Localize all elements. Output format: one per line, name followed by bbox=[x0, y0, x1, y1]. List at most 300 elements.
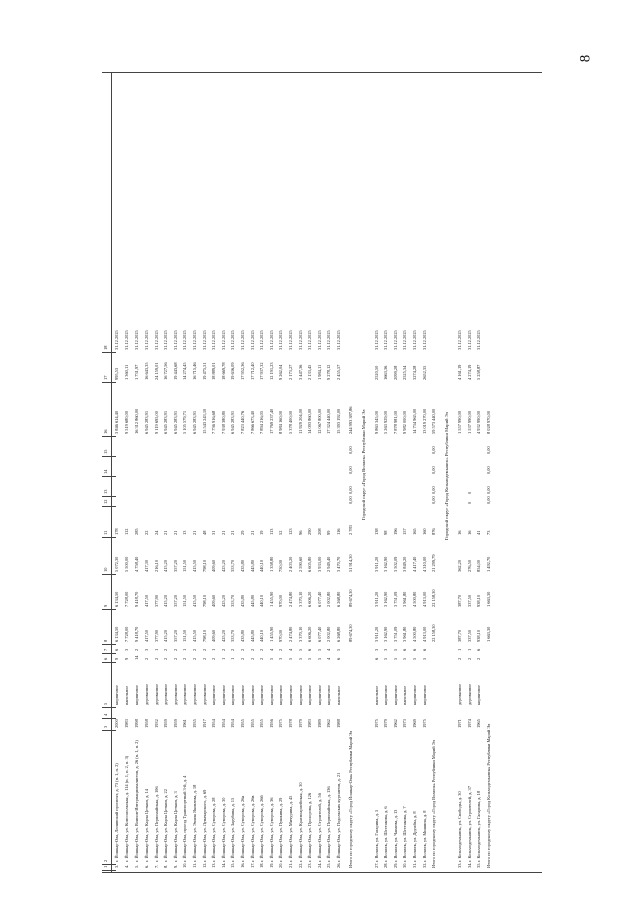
table-cell: 435,80 bbox=[240, 594, 245, 607]
table-cell: 1979 bbox=[383, 719, 389, 728]
table-cell: 16 312 860,00 bbox=[134, 408, 139, 434]
table-cell: 1932 bbox=[153, 719, 159, 728]
table-cell: кирпичное bbox=[268, 684, 274, 705]
table-cell: 2 002,80 bbox=[326, 626, 332, 642]
table-cell: 415,20 bbox=[163, 594, 169, 607]
section-title: Городской округ «Город Козьмодемьянск» Республики Марий Эл bbox=[444, 412, 450, 540]
table-cell: 5 bbox=[268, 657, 274, 660]
header-cell: 17 bbox=[103, 375, 108, 380]
table-cell: 1956 bbox=[268, 719, 274, 728]
table-cell: 19 475,51 bbox=[201, 362, 207, 380]
header-cell: 10 bbox=[103, 567, 108, 572]
table-border-bottom bbox=[102, 872, 542, 873]
table-cell: 1 bbox=[230, 657, 236, 660]
table-cell: 52 bbox=[278, 530, 284, 535]
table-cell: 13 bbox=[182, 530, 188, 535]
table-cell: кирпичное bbox=[421, 684, 427, 705]
table-cell: 151,50 bbox=[182, 559, 188, 572]
table-cell: г. Йошкар-Ола, ул. Суворова, д. 36 bbox=[268, 797, 274, 862]
table-cell: 409,60 bbox=[211, 629, 217, 642]
header-cell: 6 bbox=[103, 657, 108, 660]
table-cell: 6 bbox=[114, 648, 119, 651]
table-cell: 3 162,90 bbox=[383, 626, 389, 642]
table-cell: 1988 bbox=[336, 719, 341, 728]
table-cell: 13. bbox=[211, 862, 217, 868]
table-cell: 425,20 bbox=[220, 629, 226, 642]
table-cell: г. Козьмодемьянск, ул. Строителей, д. 37 bbox=[466, 786, 472, 862]
table-cell: 3 bbox=[144, 648, 149, 651]
table-cell: 1955 bbox=[240, 719, 245, 728]
table-cell: 2 bbox=[476, 657, 482, 660]
total-cell: 0,00 bbox=[431, 466, 437, 474]
table-cell: кирпичное bbox=[412, 684, 417, 705]
table-cell: 99 bbox=[326, 530, 332, 535]
table-cell: 23. bbox=[307, 862, 313, 868]
table-cell: 11 929 204,00 bbox=[297, 408, 303, 434]
table-cell: 21 bbox=[163, 530, 169, 535]
total-cell: 8 028 970,00 bbox=[486, 410, 491, 434]
table-cell: кирпичное bbox=[249, 684, 255, 705]
table-cell: 16. bbox=[240, 862, 245, 868]
table-cell: деревянное bbox=[457, 683, 463, 705]
table-cell: 2 bbox=[278, 648, 284, 651]
table-cell: 16 bbox=[457, 530, 463, 535]
table-cell: 18. bbox=[259, 862, 265, 868]
table-cell: 2 bbox=[249, 648, 255, 651]
table-cell: 14 734 965,00 bbox=[412, 408, 417, 434]
table-cell: г. Йошкар-Ола, ул. Пушкина, д. 29 bbox=[278, 797, 284, 862]
table-cell: кирпичное bbox=[307, 684, 313, 705]
table-cell: 798,10 bbox=[201, 629, 207, 642]
table-cell: 6 bbox=[336, 657, 341, 660]
total-cell: 22 158,30 bbox=[431, 589, 437, 607]
table-cell: 19 443,68 bbox=[172, 362, 178, 380]
table-cell: 5 263 929,00 bbox=[383, 410, 389, 434]
table-cell: г. Йошкар-Ола, проезд Транспортный 3-й, д. 4 bbox=[182, 775, 188, 862]
table-cell: 3 751,09 bbox=[392, 626, 398, 642]
table-cell: 21 bbox=[172, 530, 178, 535]
table-cell: деревянное bbox=[182, 683, 188, 705]
table-cell: 24 bbox=[153, 530, 159, 535]
table-cell: 31.12.2025 bbox=[153, 330, 159, 350]
table-cell: 6 077,40 bbox=[316, 626, 322, 642]
table-cell: г. Йошкар-Ола, ул. Строителей, д. 5б bbox=[316, 793, 322, 862]
table-cell: 2 bbox=[240, 648, 245, 651]
table-cell: 3 bbox=[373, 648, 379, 651]
total-cell: 0,00 bbox=[486, 496, 491, 504]
table-cell: г. Йошкар-Ола, ул. Первомайская, д. 106 bbox=[153, 786, 159, 862]
table-cell: 417,50 bbox=[144, 594, 149, 607]
table-cell: 31.12.2025 bbox=[412, 330, 417, 350]
table-cell: 31.12.2025 bbox=[240, 330, 245, 350]
table-cell: 14 bbox=[134, 655, 139, 660]
total-cell: 0,00 bbox=[486, 446, 491, 454]
total-cell: 89 674,30 bbox=[347, 589, 353, 607]
table-cell: кирпичное bbox=[316, 684, 322, 705]
total-cell: 1 663,30 bbox=[486, 626, 491, 642]
table-cell: панельное bbox=[402, 685, 408, 705]
table-cell: 1975 bbox=[373, 719, 379, 728]
table-cell: кирпичное bbox=[240, 684, 245, 705]
table-cell: 1954 bbox=[211, 719, 217, 728]
table-cell: 31.12.2025 bbox=[326, 330, 332, 350]
header-column-line bbox=[102, 662, 116, 663]
table-cell: 31.12.2025 bbox=[114, 330, 119, 350]
table-cell: 15 543 243,10 bbox=[201, 408, 207, 434]
table-cell: 216,10 bbox=[153, 559, 159, 572]
total-cell: 0,00 bbox=[347, 496, 353, 504]
table-cell: 1958 bbox=[144, 719, 149, 728]
table-cell: 2 bbox=[230, 648, 236, 651]
table-cell: деревянное bbox=[192, 683, 197, 705]
table-cell: 2 455,57 bbox=[336, 364, 341, 380]
table-cell: 4. bbox=[124, 864, 129, 868]
table-cell: 31.12.2025 bbox=[124, 330, 129, 350]
table-cell: 31.12.2025 bbox=[421, 330, 427, 350]
table-cell: 3 370,10 bbox=[297, 591, 303, 607]
table-cell: 7 823 440,76 bbox=[240, 410, 245, 434]
table-cell: 2 403,20 bbox=[288, 556, 293, 572]
header-cell: 16 bbox=[103, 429, 108, 434]
table-cell: г. Волжск, ул. Чапаева, д. 13 bbox=[392, 809, 398, 862]
table-cell: 3 961,80 bbox=[402, 591, 408, 607]
table-cell: 2 bbox=[259, 657, 265, 660]
table-cell: 1955 bbox=[259, 719, 265, 728]
table-cell: панельное bbox=[373, 685, 379, 705]
table-cell: 2099,28 bbox=[392, 365, 398, 380]
table-cell: 31.12.2025 bbox=[373, 330, 379, 350]
table-cell: 1979 bbox=[297, 719, 303, 728]
table-cell: 151,50 bbox=[182, 629, 188, 642]
table-cell: 1 455,90 bbox=[268, 591, 274, 607]
table-cell: 21 bbox=[230, 530, 236, 535]
header-column-line bbox=[102, 506, 116, 507]
table-cell: 1969 bbox=[412, 719, 417, 728]
table-cell: г. Йошкар-Ола, ул. Эмиля Яковлева, д. 18 bbox=[192, 784, 197, 862]
table-cell: 14 093 860,00 bbox=[307, 408, 313, 434]
header-column-line bbox=[102, 456, 116, 457]
table-cell: 16 715,46 bbox=[192, 362, 197, 380]
total-cell: 0,00 bbox=[431, 496, 437, 504]
table-cell: панельное bbox=[124, 685, 129, 705]
table-cell: 2 bbox=[182, 657, 188, 660]
table-cell: 2 bbox=[163, 657, 169, 660]
table-cell: 9 119 695,00 bbox=[153, 411, 159, 434]
header-column-line bbox=[102, 496, 116, 497]
table-cell: 4 161,19 bbox=[457, 364, 463, 380]
table-cell: 7 878 981,00 bbox=[392, 410, 398, 434]
table-cell: 1959 bbox=[163, 719, 169, 728]
table-cell: 750,00 bbox=[278, 559, 284, 572]
table-cell: 5 bbox=[412, 657, 417, 660]
table-cell: 6 605,80 bbox=[307, 556, 313, 572]
table-cell: г. Йошкар-Ола, ул. Карла Цеткин, д. 14 bbox=[144, 789, 149, 862]
table-cell: 31. bbox=[412, 862, 417, 868]
table-cell: 7 866 673,40 bbox=[249, 410, 255, 434]
table-cell: 415,50 bbox=[192, 559, 197, 572]
total-cell: 22 158,30 bbox=[431, 624, 437, 642]
header-column-line bbox=[102, 870, 116, 871]
table-cell: 17 952,36 bbox=[240, 362, 245, 380]
table-cell: 1983 bbox=[307, 719, 313, 728]
table-cell: 2 474,80 bbox=[288, 591, 293, 607]
table-cell: 4 274,19 bbox=[466, 364, 472, 380]
table-cell: 6 945 283,91 bbox=[163, 410, 169, 434]
table-cell: 7 728,00 bbox=[124, 626, 129, 642]
table-cell: 31.12.2025 bbox=[336, 330, 341, 350]
table-cell: 4 bbox=[268, 648, 274, 651]
total-cell: 0,00 bbox=[431, 446, 437, 454]
table-cell: 357,20 bbox=[172, 629, 178, 642]
table-cell: деревянное bbox=[163, 683, 169, 705]
section-title: Городской округ «Город Волжск» Республики Марий Эл bbox=[360, 409, 366, 520]
table-cell: 9 262,04 bbox=[278, 364, 284, 380]
table-cell: 5 bbox=[307, 657, 313, 660]
table-cell: 425,20 bbox=[220, 559, 226, 572]
table-cell: 9 519 680,00 bbox=[124, 410, 129, 434]
table-cell: 2 bbox=[192, 657, 197, 660]
table-cell: 445,80 bbox=[249, 559, 255, 572]
table-cell: 1954 bbox=[230, 719, 236, 728]
total-cell: 0,00 bbox=[347, 486, 353, 494]
table-cell: 6 bbox=[307, 648, 313, 651]
table-cell: 24 159,01 bbox=[153, 362, 159, 380]
table-cell: 1 bbox=[182, 648, 188, 651]
table-cell: 31.12.2025 bbox=[316, 330, 322, 350]
table-cell: 31.12.2025 bbox=[201, 330, 207, 350]
header-divider bbox=[111, 72, 112, 872]
table-cell: 2 002,80 bbox=[326, 591, 332, 607]
table-cell: 2 173,27 bbox=[288, 364, 293, 380]
table-cell: 4 bbox=[326, 657, 332, 660]
table-cell: 1962 bbox=[392, 719, 398, 728]
table-cell: 798,10 bbox=[201, 594, 207, 607]
table-cell: 17 712,40 bbox=[249, 362, 255, 380]
table-cell: 1663,36 bbox=[383, 365, 389, 380]
header-column-line bbox=[102, 382, 116, 383]
table-cell: 1 bbox=[466, 648, 472, 651]
header-cell: 11 bbox=[103, 530, 108, 535]
table-cell: 35. bbox=[476, 862, 482, 868]
table-cell: 6 945 283,91 bbox=[172, 410, 178, 434]
table-cell: кирпичное bbox=[476, 684, 482, 705]
table-cell: кирпичное bbox=[134, 684, 139, 705]
table-cell: деревянное bbox=[144, 683, 149, 705]
table-cell: 157 bbox=[402, 528, 408, 535]
table-cell: 22. bbox=[297, 862, 303, 868]
table-cell: 31 bbox=[211, 530, 217, 535]
table-cell: 31.12.2025 bbox=[249, 330, 255, 350]
table-cell: 31.12.2025 bbox=[457, 330, 463, 350]
table-cell: 9 278,12 bbox=[326, 364, 332, 380]
table-cell: кирпичное bbox=[220, 684, 226, 705]
table-cell: 1965 bbox=[476, 719, 482, 728]
total-cell: 0,00 bbox=[431, 486, 437, 494]
table-cell: г. Йошкар-Ола, ул. Зарубина, д. 15 bbox=[230, 797, 236, 862]
table-cell: 3 162,90 bbox=[383, 556, 389, 572]
table-cell: 970,00 bbox=[278, 629, 284, 642]
table-cell: 18 889,01 bbox=[211, 362, 217, 380]
table-cell: г. Волжск, ул. Дружбы, д. 8 bbox=[412, 811, 417, 862]
header-column-line bbox=[102, 730, 116, 731]
header-column-line bbox=[102, 718, 116, 719]
header-cell: 7 bbox=[103, 648, 108, 651]
table-cell: 2652,35 bbox=[421, 365, 427, 380]
header-cell: 2 bbox=[103, 859, 108, 862]
table-cell: 415,50 bbox=[192, 629, 197, 642]
table-cell: 9 418,70 bbox=[134, 591, 139, 607]
table-cell: 4 932 990,00 bbox=[476, 410, 482, 434]
table-cell: 4 500,80 bbox=[412, 591, 417, 607]
table-cell: 3 846 614,40 bbox=[114, 410, 119, 434]
table-cell: 1935 bbox=[192, 719, 197, 728]
total-cell: 73 bbox=[486, 530, 491, 535]
table-cell: 337,50 bbox=[466, 629, 472, 642]
table-cell: 1954 bbox=[220, 719, 226, 728]
header-column-line bbox=[102, 707, 116, 708]
table-cell: 415,20 bbox=[163, 629, 169, 642]
table-cell: 16 bbox=[466, 530, 472, 535]
table-cell: 440,10 bbox=[259, 629, 265, 642]
table-cell: 1998 bbox=[134, 719, 139, 728]
total-label: Итого по городскому округу «Город Волжск» Республики Марий Эл bbox=[431, 740, 437, 868]
table-cell: 3. bbox=[114, 864, 119, 868]
table-cell: 31.12.2025 bbox=[259, 330, 265, 350]
table-cell: 8 984 160,00 bbox=[278, 410, 284, 434]
table-cell: г. Волжск, ул. Мишина, д. 8 bbox=[421, 810, 427, 862]
header-column-line bbox=[102, 864, 116, 865]
table-cell: 1989 bbox=[316, 719, 322, 728]
table-cell: 7 894 216,05 bbox=[259, 410, 265, 434]
table-cell: 19. bbox=[268, 862, 274, 868]
total-cell: 0,00 bbox=[486, 466, 491, 474]
table-cell: 5. bbox=[134, 864, 139, 868]
table-cell: 6. bbox=[144, 864, 149, 868]
table-cell: г. Йошкар-Ола, ул. Воинов-Интернационалистов, д. 26 (п. 1, п. 2) bbox=[134, 740, 139, 862]
header-cell: 9 bbox=[103, 604, 108, 607]
total-cell: 51 914,30 bbox=[347, 554, 353, 572]
table-cell: 123 bbox=[288, 528, 293, 535]
table-cell: кирпичное bbox=[297, 684, 303, 705]
total-cell: 244 993 387,86 bbox=[347, 406, 353, 434]
table-cell: 938,10 bbox=[476, 594, 482, 607]
table-cell: 5 072,30 bbox=[114, 556, 119, 572]
table-cell: 31.12.2025 bbox=[297, 330, 303, 350]
total-cell: 1 663,30 bbox=[486, 591, 491, 607]
table-cell: 2 bbox=[220, 648, 226, 651]
table-cell: кирпичное bbox=[230, 684, 236, 705]
table-cell: 3 502,09 bbox=[392, 556, 398, 572]
table-cell: 4 913,00 bbox=[421, 626, 427, 642]
total-label: Итого по городскому округу «Город Козьмодемьянск» Республики Марий Эл bbox=[486, 723, 491, 868]
table-cell: 435,80 bbox=[240, 559, 245, 572]
table-cell: 138 bbox=[373, 528, 379, 535]
table-cell: 290 bbox=[307, 528, 313, 535]
header-cell: 4 bbox=[103, 713, 108, 716]
table-cell: 2 bbox=[259, 648, 265, 651]
header-cell: 12 bbox=[103, 499, 108, 504]
table-cell: 1 984,11 bbox=[316, 364, 322, 380]
table-cell: 6 bbox=[421, 648, 427, 651]
table-cell: 15 393 192,00 bbox=[336, 408, 341, 434]
table-cell: 9 418,70 bbox=[134, 626, 139, 642]
header-column-line bbox=[102, 352, 116, 353]
total-cell: 0,00 bbox=[347, 466, 353, 474]
table-cell: 31.12.2025 bbox=[134, 330, 139, 350]
table-cell: 2 bbox=[249, 657, 255, 660]
table-cell: 4 310,00 bbox=[421, 556, 427, 572]
table-cell: 337,50 bbox=[466, 594, 472, 607]
table-cell: 98 bbox=[383, 530, 389, 535]
table-cell: 3 911,20 bbox=[373, 626, 379, 642]
table-cell: 113 bbox=[268, 528, 274, 535]
header-cell: 15 bbox=[103, 449, 108, 454]
table-cell: 445,80 bbox=[249, 594, 255, 607]
table-cell: 20. bbox=[278, 862, 284, 868]
table-cell: 5 500,00 bbox=[124, 556, 129, 572]
table-cell: 0 bbox=[466, 501, 472, 504]
table-cell: 409,60 bbox=[211, 559, 217, 572]
table-cell: кирпичное bbox=[259, 684, 265, 705]
total-cell: 89 674,30 bbox=[347, 624, 353, 642]
table-cell: 1 731,97 bbox=[134, 364, 139, 380]
table-cell: кирпичное bbox=[114, 684, 119, 705]
table-cell: 3 370,10 bbox=[297, 626, 303, 642]
table-cell: 31.12.2025 bbox=[230, 330, 236, 350]
table-cell: 7. bbox=[153, 864, 159, 868]
table-cell: 29 bbox=[240, 530, 245, 535]
table-cell: 21 bbox=[192, 530, 197, 535]
table-cell: 1974 bbox=[466, 719, 472, 728]
table-cell: г. Йошкар-Ола, ул. Луначарского, д. 69 bbox=[201, 789, 207, 862]
table-cell: 2 bbox=[201, 657, 207, 660]
table-cell: 4 417,40 bbox=[412, 556, 417, 572]
header-column-line bbox=[102, 476, 116, 477]
table-cell: 3 751,09 bbox=[392, 591, 398, 607]
table-cell: 10. bbox=[182, 862, 188, 868]
table-cell: деревянное bbox=[201, 683, 207, 705]
table-cell: 15. bbox=[230, 862, 236, 868]
table-cell: 9 bbox=[124, 657, 129, 660]
table-cell: 21. bbox=[288, 862, 293, 868]
table-cell: 2 bbox=[466, 657, 472, 660]
table-cell: 31.12.2025 bbox=[476, 330, 482, 350]
table-cell: 17 324 440,00 bbox=[326, 408, 332, 434]
table-cell: г. Йошкар-Ола, ул. Суворова, д. 30 bbox=[220, 797, 226, 862]
table-cell: 5 bbox=[402, 657, 408, 660]
table-cell: 12 191,23 bbox=[268, 362, 274, 380]
table-cell: 5 258,87 bbox=[476, 364, 482, 380]
table-cell: 4 758,40 bbox=[134, 556, 139, 572]
table-cell: 1955 bbox=[249, 719, 255, 728]
table-cell: 18 669,78 bbox=[220, 362, 226, 380]
table-cell: 1 455,90 bbox=[268, 626, 274, 642]
table-cell: 1973 bbox=[402, 719, 408, 728]
table-cell: 160 bbox=[421, 528, 427, 535]
table-cell: 1983 bbox=[124, 719, 129, 728]
table-cell: 178 bbox=[114, 528, 119, 535]
total-cell: 1 492,70 bbox=[486, 556, 491, 572]
table-cell: 9 863 345,00 bbox=[373, 410, 379, 434]
table-cell: 377,90 bbox=[153, 629, 159, 642]
table-cell: 6 134,50 bbox=[114, 591, 119, 607]
table-cell: 31.12.2025 bbox=[220, 330, 226, 350]
table-cell: 41 bbox=[476, 530, 482, 535]
table-cell: 16 643,35 bbox=[144, 362, 149, 380]
table-cell: 2000 bbox=[114, 719, 119, 728]
table-cell: 28. bbox=[383, 862, 389, 868]
table-cell: 31.12.2025 bbox=[172, 330, 178, 350]
